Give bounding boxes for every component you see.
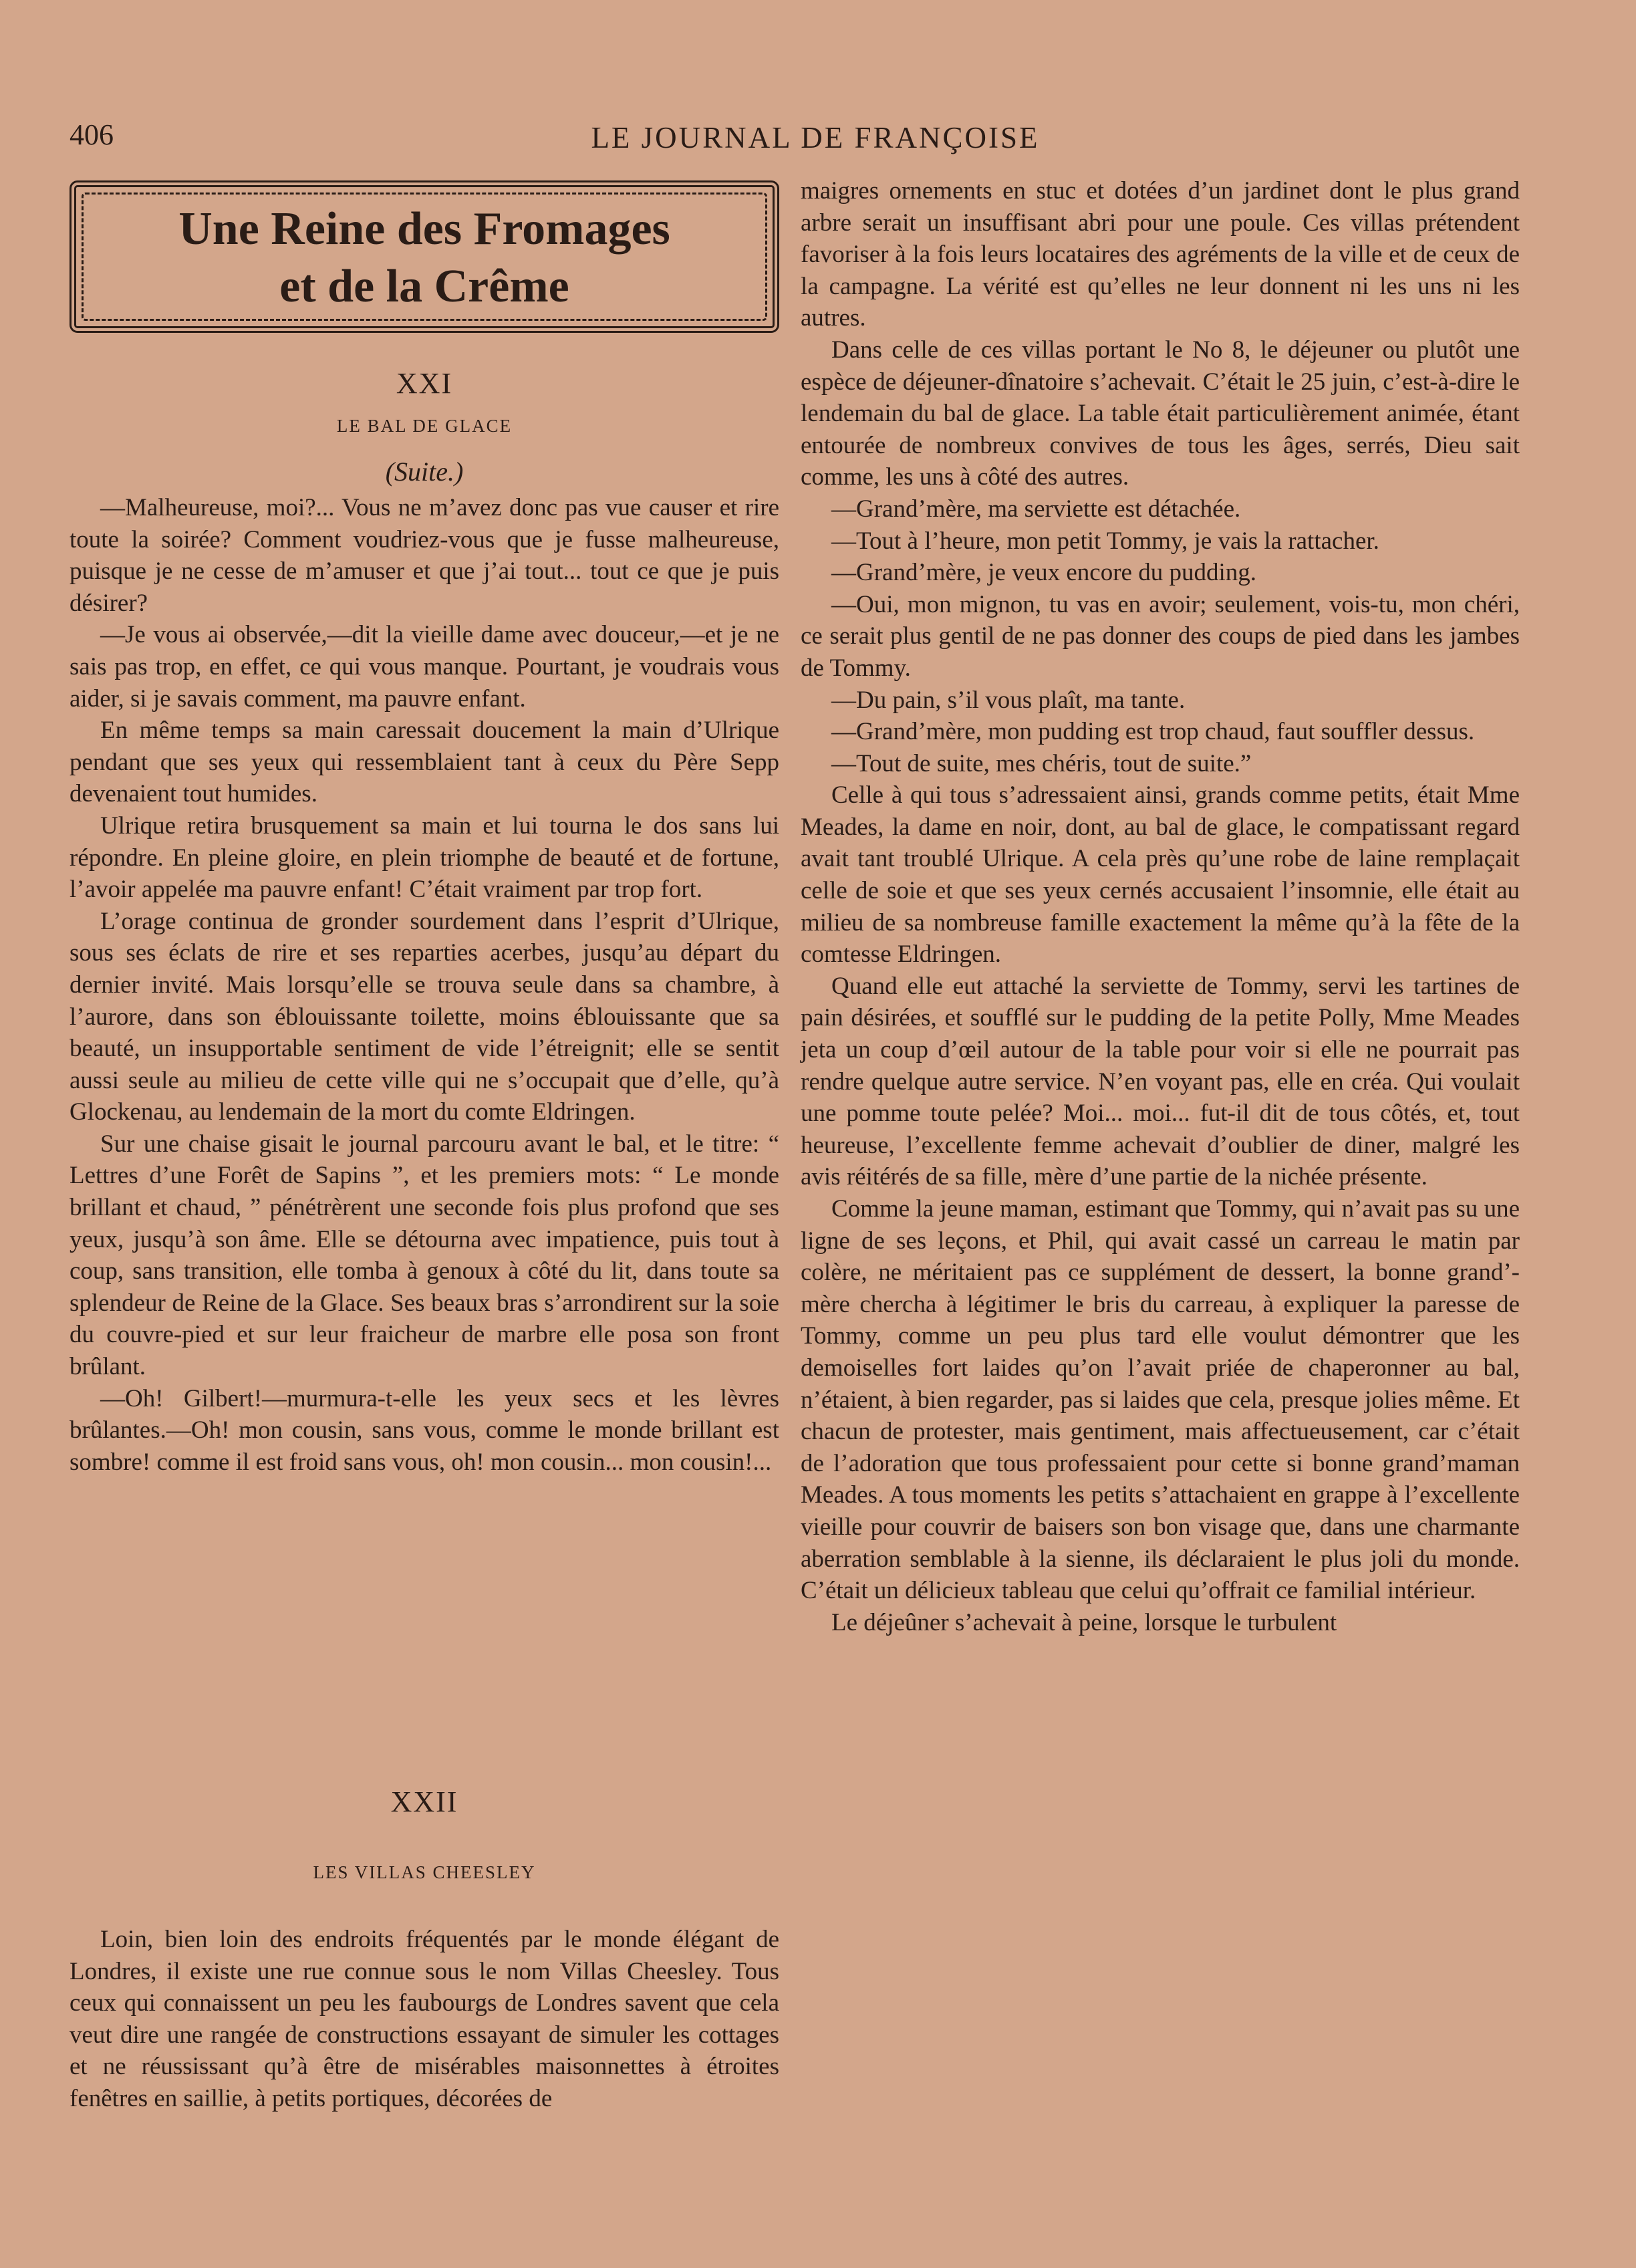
paragraph: —Grand’mère, je veux encore du pudding.	[831, 559, 1256, 587]
paragraph: maigres ornements en stuc et dotées d’un jardinet dont le plus grand arbre serait un insuffisant abri pour une poule. Ces villas prétendent favoriser à la fois leurs locataires des agréments de la ville et de ceux de la campagne. La vérité est qu’elles ne leur donnent ni les uns ni les autres.	[801, 177, 1520, 332]
paragraph: L’orage continua de gronder sourdement dans l’esprit d’Ulrique, sous ses éclats de rire et ses reparties acerbes, jusqu’au départ du dernier invité. Mais lorsqu’elle se trouva seule dans sa chambre, à l’aurore, dans son éblouissante toilette, moins éblouissante que sa beauté, un insupportable sentiment de vide l’étreignit; elle se sentit aussi seule au milieu de cette ville qui ne s’occupait que d’elle, qu’à Glockenau, au lendemain de la mort du comte Eldringen.	[70, 907, 779, 1126]
paragraph: —Du pain, s’il vous plaît, ma tante.	[831, 686, 1186, 714]
chapter-21-suite: (Suite.)	[385, 457, 464, 487]
paragraph: —Grand’mère, mon pudding est trop chaud, faut souffler dessus.	[831, 718, 1475, 746]
left-column-part-2	[70, 1924, 779, 2115]
paragraph: —Malheureuse, moi?... Vous ne m’avez donc pas vue causer et rire toute la soirée? Comment voudriez-vous que je fusse malheureuse, puisque je ne cesse de m’amuser et que j’ai tout... tout ce que je puis désirer?	[70, 494, 779, 617]
article-title-line-1: Une Reine des Fromages	[178, 203, 670, 255]
paragraph: —Tout à l’heure, mon petit Tommy, je vais la rattacher.	[831, 527, 1379, 555]
running-title: LE JOURNAL DE FRANÇOISE	[591, 121, 1040, 154]
paragraph: —Oui, mon mignon, tu vas en avoir; seulement, vois-tu, mon chéri, ce serait plus gentil de ne pas donner des coups de pied dans les jambes de Tommy.	[801, 590, 1520, 682]
chapter-22-number: XXII	[390, 1785, 458, 1818]
paragraph: Le déjeûner s’achevait à peine, lorsque le turbulent	[831, 1608, 1337, 1636]
paragraph: En même temps sa main caressait doucement la main d’Ulrique pendant que ses yeux qui ressemblaient tant à ceux du Père Sepp devenaient tout humides.	[70, 717, 779, 808]
paragraph: —Grand’mère, ma serviette est détachée.	[831, 495, 1241, 523]
paragraph: Quand elle eut attaché la serviette de Tommy, servi les tartines de pain désirées, et soufflé sur le pudding de la petite Polly, Mme Meades jeta un coup d’œil autour de la table pour voir si elle ne pourrait pas rendre quelque autre service. N’en voyant pas, elle en créa. Qui voulait une pomme toute pelée? Moi... moi... fut-il dit de tous côtés, et, tout heureuse, l’excellente femme achevait d’oublier de diner, malgré les avis réitérés de sa fille, mère d’une partie de la nichée présente.	[801, 972, 1520, 1191]
paragraph: Ulrique retira brusquement sa main et lui tourna le dos sans lui répondre. En pleine gloire, en plein triomphe de beauté et de fortune, l’avoir appelée ma pauvre enfant! C’était vraiment par trop fort.	[70, 811, 779, 904]
paragraph: Sur une chaise gisait le journal parcouru avant le bal, et le titre: “ Lettres d’une Forêt de Sapins ”, et les premiers mots: “ Le monde brillant et chaud, ” pénétrèrent une seconde fois plus profond que ses yeux, jusqu’à son âme. Elle se détourna avec impatience, puis tout à coup, sans transition, elle tomba à genoux à côté du lit, dans toute sa splendeur de Reine de la Glace. Ses beaux bras s’arrondirent sur la soie du couvre-pied et sur leur fraicheur de marbre elle posa son front brûlant.	[70, 1130, 779, 1381]
page-number: 406	[70, 118, 114, 151]
paragraph: —Je vous ai observée,—dit la vieille dame avec douceur,—et je ne sais pas trop, en effet, ce qui vous manque. Pourtant, je voudrais vous aider, si je savais comment, ma pauvre enfant.	[70, 621, 779, 713]
right-column	[801, 175, 1520, 1638]
chapter-21-title: LE BAL DE GLACE	[336, 416, 513, 436]
article-title-frame	[70, 180, 779, 333]
paragraph: —Tout de suite, mes chéris, tout de suite.”	[831, 749, 1252, 777]
paragraph: Celle à qui tous s’adressaient ainsi, grands comme petits, était Mme Meades, la dame en noir, dont, au bal de glace, le compatissant regard avait tant troublé Ulrique. A cela près qu’une robe de laine remplaçait celle de soie et que ses yeux cernés accusaient l’insomnie, elle était au milieu de sa nombreuse famille exactement la même qu’à la fête de la comtesse Eldringen.	[801, 781, 1520, 969]
paragraph: Comme la jeune maman, estimant que Tommy, qui n’avait pas su une ligne de ses leçons, et Phil, qui avait cassé un carreau le matin par colère, ne méritaient pas ce supplément de dessert, la bonne grand’-mère chercha à légitimer le bris du carreau, à expliquer la paresse de Tommy, comme un peu plus tard elle voulut démontrer que les demoiselles fort laides qu’on l’avait priée de chaperonner au bal, n’étaient, à bien regarder, pas si laides que cela, presque jolies même. Et chacun de protester, mais gentiment, mais affectueusement, car c’était de l’adoration que tous professaient pour cette si bonne grand’maman Meades. A tous moments les petits s’attachaient en grappe à l’excellente vieille pour couvrir de baisers son bon visage que, dans une charmante aberration semblable à la sienne, ils déclaraient le plus joli du monde. C’était un délicieux tableau que celui qu’offrait ce familial intérieur.	[801, 1195, 1520, 1605]
chapter-22-title: LES VILLAS CHEESLEY	[313, 1862, 536, 1882]
article-title	[76, 201, 773, 316]
chapter-21-number: XXI	[396, 367, 453, 400]
paragraph: Loin, bien loin des endroits fréquentés par le monde élégant de Londres, il existe une rue connue sous le nom Villas Cheesley. Tous ceux qui connaissent un peu les faubourgs de Londres savent que cela veut dire une rangée de constructions essayant de simuler les cottages et ne réussissant qu’à être de misérables maisonnettes à étroites fenêtres en saillie, à petits portiques, décorées de	[70, 1926, 779, 2112]
paragraph: —Oh! Gilbert!—murmura-t-elle les yeux secs et les lèvres brûlantes.—Oh! mon cousin, sans vous, comme le monde brillant est sombre! comme il est froid sans vous, oh! mon cousin... mon cousin!...	[70, 1384, 779, 1476]
article-title-line-2: et de la Crême	[279, 261, 569, 312]
paragraph: Dans celle de ces villas portant le No 8, le déjeuner ou plutôt une espèce de déjeuner-dînatoire s’achevait. C’était le 25 juin, c’est-à-dire le lendemain du bal de glace. La table était particulièrement animée, étant entourée de nombreux convives de tous les âges, serrés, Dieu sait comme, les uns à côté des autres.	[801, 336, 1520, 491]
left-column-part-1	[70, 492, 779, 1478]
